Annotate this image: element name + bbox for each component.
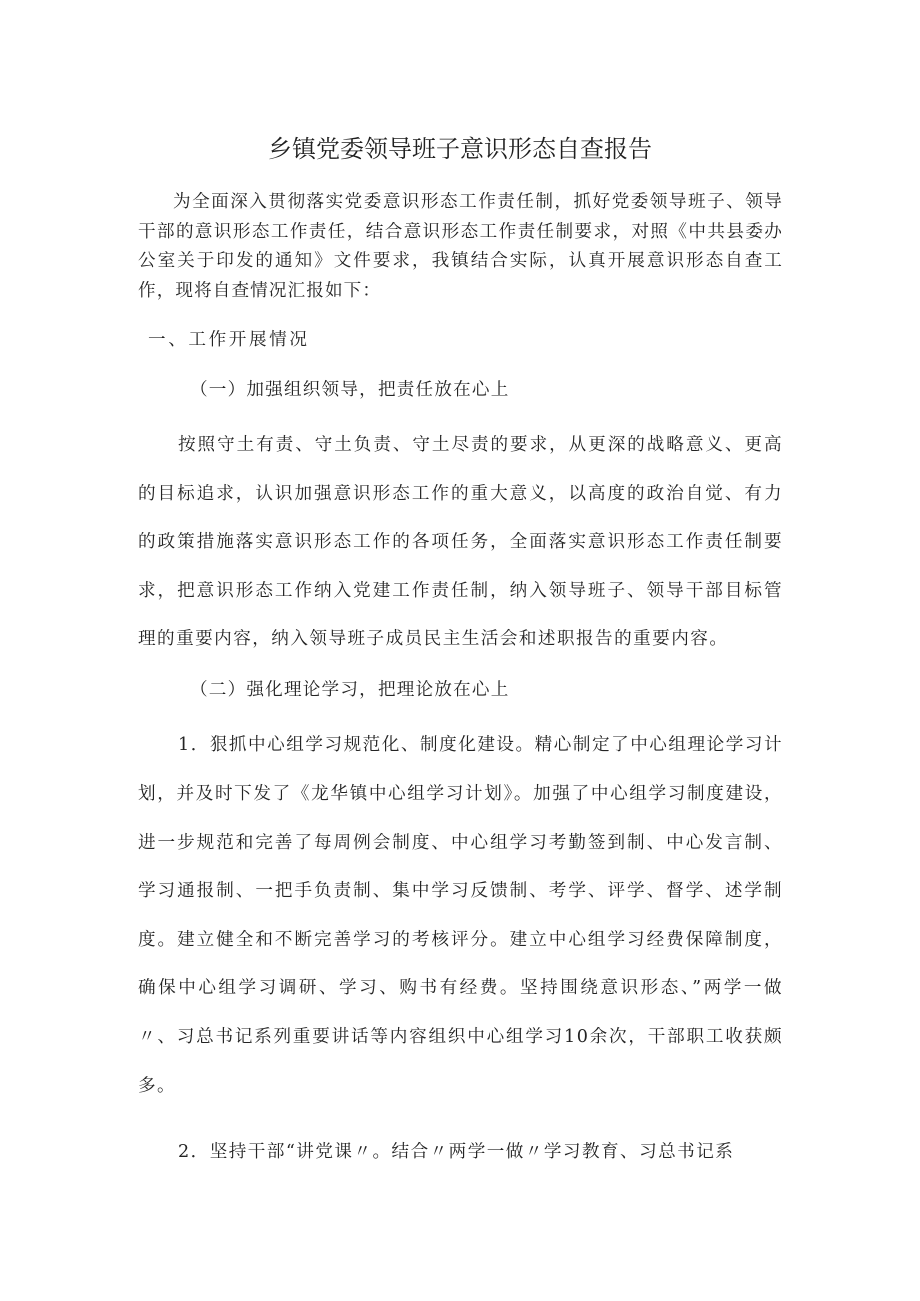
subsection-heading-1: （一）加强组织领导，把责任放在心上 [190, 379, 510, 400]
item-2-paragraph: 2．坚持干部“讲党课〃。结合〃两学一做〃学习教育、习总书记系 [178, 1142, 735, 1163]
subsection-1-paragraph: 按照守土有责、守土负责、守土尽责的要求，从更深的战略意义、更高的目标追求，认识加强意识形态工作的重大意义，以高度的政治自觉、有力的政策措施落实意识形态工作的各项任务，全面落实意识形态工作责任制要求，把意识形态工作纳入党建工作责任制，纳入领导班子、领导干部目标管理的重要内容，纳入领导班子成员民主生活会和述职报告的重要内容。 [138, 435, 783, 650]
section-heading-1: 一、工作开展情况 [148, 330, 310, 350]
document-body [138, 188, 783, 1177]
document-title: 乡镇党委领导班子意识形态自查报告 [268, 135, 652, 163]
item-1-paragraph: 1．狠抓中心组学习规范化、制度化建设。精心制定了中心组理论学习计划，并及时下发了《龙华镇中心组学习计划》。加强了中心组学习制度建设，进一步规范和完善了每周例会制度、中心组学习考勤签到制、中心发言制、学习通报制、一把手负责制、集中学习反馈制、考学、评学、督学、述学制度。建立健全和不断完善学习的考核评分。建立中心组学习经费保障制度，确保中心组学习调研、学习、购书有经费。坚持围绕意识形态、”两学一做〃、习总书记系列重要讲话等内容组织中心组学习10余次，干部职工收获颇多。 [138, 735, 783, 1096]
intro-paragraph: 为全面深入贯彻落实党委意识形态工作责任制，抓好党委领导班子、领导干部的意识形态工作责任，结合意识形态工作责任制要求，对照《中共县委办公室关于印发的通知》文件要求，我镇结合实际，认真开展意识形态自查工作，现将自查情况汇报如下： [138, 192, 783, 301]
subsection-heading-2: （二）强化理论学习，把理论放在心上 [190, 679, 510, 700]
